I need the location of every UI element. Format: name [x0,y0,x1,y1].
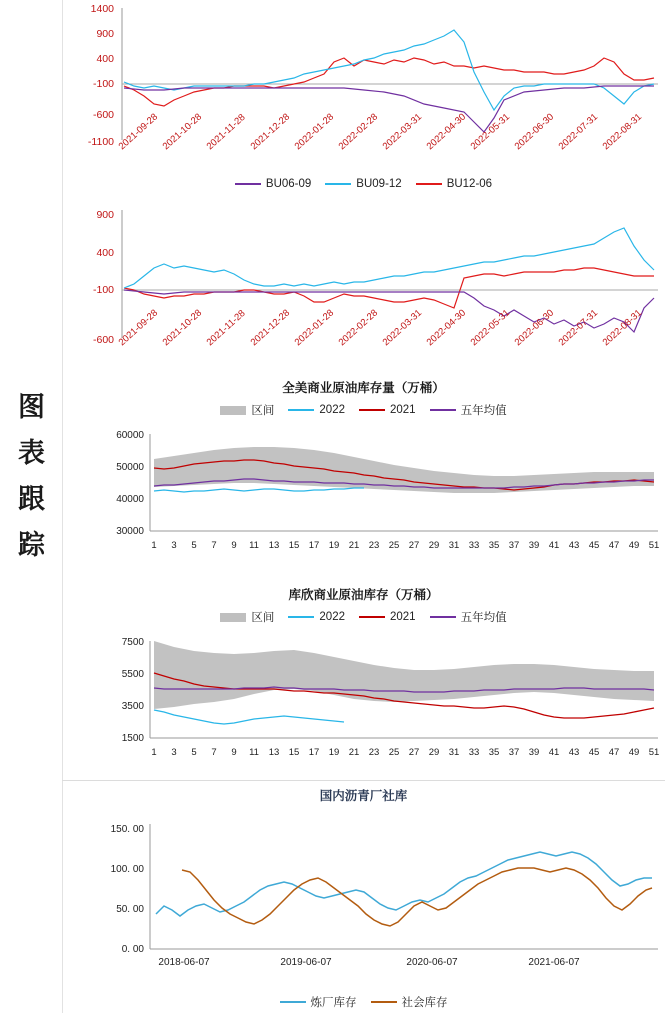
cushing-ytick-3500: 3500 [121,701,144,712]
legend-label-range: 区间 [251,405,275,417]
spread1-legend [62,178,665,190]
asphalt-xtick-3: 2021-06-07 [528,957,580,968]
us-ytick-60000: 60000 [116,430,144,441]
cushing-xtick-39: 39 [528,747,540,758]
cushing-xtick-45: 45 [588,747,600,758]
spread2-xtick-9: 2022-06-30 [512,307,557,349]
legend-item-5yr-avg-cushing [430,609,507,625]
spread2-plot [62,198,665,373]
spread2-ytick-900: 900 [96,209,114,221]
us-crude-stock-legend [62,402,665,418]
spread2-xtick-7: 2022-04-30 [424,307,469,349]
us-xtick-51: 51 [648,540,660,551]
spread1-ytick-m100: -100 [92,78,114,90]
legend-label-2021-cushing: 2021 [390,611,416,623]
legend-item-2022-cushing [288,611,345,623]
spread2-xtick-0: 2021-09-28 [116,307,161,349]
sidebar-title-char-3: 踪 [18,530,46,561]
spread1-ytick-1400: 1400 [90,3,114,15]
legend-swatch-refinery-stock [280,1001,306,1004]
asphalt-xtick-1: 2019-06-07 [280,957,332,968]
us-xtick-35: 35 [488,540,500,551]
asphalt-ytick-100: 100. 00 [110,864,144,875]
cushing-xtick-33: 33 [468,747,480,758]
spread2-xtick-4: 2022-01-28 [292,307,337,349]
legend-swatch-social-stock [371,1001,397,1004]
cushing-xtick-19: 19 [328,747,340,758]
sidebar-title-char-1: 表 [18,438,46,469]
spread1-ytick-900: 900 [96,28,114,40]
cushing-xtick-9: 9 [231,747,237,758]
panel-spread2 [62,198,665,373]
us-xtick-47: 47 [608,540,620,551]
us-xtick-7: 7 [211,540,217,551]
spread1-xtick-8: 2022-05-31 [468,111,513,153]
legend-label-2022: 2022 [319,404,345,416]
cushing-xtick-3: 3 [171,747,177,758]
us-ytick-30000: 30000 [116,526,144,537]
spread2-xtick-3: 2021-12-28 [248,307,293,349]
us-xtick-1: 1 [151,540,157,551]
sidebar-title-char-2: 跟 [18,484,46,515]
spread2-xtick-6: 2022-03-31 [380,307,425,349]
us-ytick-40000: 40000 [116,494,144,505]
legend-label-refinery-stock: 炼厂库存 [310,997,357,1009]
legend-swatch-bu06-09 [235,183,261,186]
legend-label-5yr-avg-cushing: 五年均值 [460,612,507,624]
us-xtick-33: 33 [468,540,480,551]
legend-label-social-stock: 社会库存 [401,997,448,1009]
legend-item-range [220,402,274,418]
asphalt-xtick-0: 2018-06-07 [158,957,210,968]
cushing-ytick-1500: 1500 [121,733,144,744]
cushing-xtick-15: 15 [288,747,300,758]
sidebar-title [10,385,54,569]
us-xtick-29: 29 [428,540,440,551]
panel-domestic-asphalt-stock [62,786,665,1009]
domestic-asphalt-stock-title: 国内沥青厂社库 [319,789,408,803]
legend-item-bu06-09 [235,178,311,190]
asphalt-ytick-50: 50. 00 [116,904,144,915]
cushing-crude-stock-title: 库欣商业原油库存（万桶） [288,588,439,602]
cushing-xtick-47: 47 [608,747,620,758]
spread1-xtick-7: 2022-04-30 [424,111,469,153]
spread2-xtick-2: 2021-11-28 [204,308,248,349]
legend-label-range-cushing: 区间 [251,612,275,624]
cushing-xtick-29: 29 [428,747,440,758]
spread2-xtick-11: 2022-08-31 [600,307,645,349]
us-xtick-21: 21 [348,540,360,551]
legend-swatch-2021-cushing [359,616,385,619]
us-xtick-17: 17 [308,540,320,551]
cushing-xtick-43: 43 [568,747,580,758]
cushing-xtick-35: 35 [488,747,500,758]
sidebar [0,0,63,1013]
us-xtick-13: 13 [268,540,280,551]
domestic-asphalt-stock-legend [62,994,665,1010]
us-xtick-31: 31 [448,540,460,551]
legend-swatch-2022 [288,409,314,412]
us-xtick-9: 9 [231,540,237,551]
cushing-xtick-21: 21 [348,747,360,758]
spread1-xtick-2: 2021-11-28 [204,112,248,153]
us-xtick-11: 11 [249,540,259,551]
legend-item-2021-cushing [359,611,416,623]
cushing-xtick-7: 7 [211,747,217,758]
cushing-xtick-23: 23 [368,747,380,758]
cushing-xtick-41: 41 [548,747,560,758]
spread2-xtick-5: 2022-02-28 [336,307,381,349]
us-xtick-45: 45 [588,540,600,551]
spread1-xtick-11: 2022-08-31 [600,111,645,153]
spread1-ytick-m600: -600 [92,109,114,121]
us-ytick-50000: 50000 [116,462,144,473]
legend-item-bu09-12 [325,178,401,190]
legend-swatch-bu09-12 [325,183,351,186]
spread1-xtick-0: 2021-09-28 [116,111,161,153]
us-xtick-5: 5 [191,540,197,551]
legend-item-bu12-06 [416,178,492,190]
domestic-asphalt-stock-plot [62,810,665,990]
legend-item-social-stock [371,994,448,1010]
cushing-xtick-27: 27 [408,747,420,758]
legend-item-5yr-avg [430,402,507,418]
legend-label-2021: 2021 [390,404,416,416]
asphalt-ytick-150: 150. 00 [110,824,144,835]
us-xtick-37: 37 [508,540,520,551]
legend-swatch-range-cushing [220,613,246,622]
legend-swatch-5yr-avg-cushing [430,616,456,619]
us-xtick-39: 39 [528,540,540,551]
legend-label-bu12-06: BU12-06 [446,178,493,190]
spread2-ytick-m600: -600 [92,334,114,346]
us-xtick-3: 3 [171,540,177,551]
legend-swatch-bu12-06 [416,183,442,186]
spread1-xtick-1: 2021-10-28 [160,111,205,153]
us-xtick-43: 43 [568,540,580,551]
us-xtick-23: 23 [368,540,380,551]
charts-content [62,0,665,1013]
us-crude-stock-title: 全美商业原油库存量（万桶） [282,381,445,395]
panel-spread1 [62,0,665,190]
cushing-xtick-1: 1 [151,747,157,758]
cushing-xtick-5: 5 [191,747,197,758]
sidebar-title-char-0: 图 [18,392,46,423]
cushing-xtick-49: 49 [628,747,640,758]
cushing-range-band [154,641,654,709]
spread1-xtick-4: 2022-01-28 [292,111,337,153]
us-xtick-41: 41 [548,540,560,551]
spread2-xtick-1: 2021-10-28 [160,307,205,349]
spread1-xtick-9: 2022-06-30 [512,111,557,153]
cushing-xtick-13: 13 [268,747,280,758]
legend-swatch-range [220,406,246,415]
legend-item-refinery-stock [280,994,357,1010]
legend-swatch-2021 [359,409,385,412]
cushing-xtick-11: 11 [249,747,259,758]
spread1-plot [62,0,665,180]
legend-label-2022-cushing: 2022 [319,611,345,623]
spread2-xtick-10: 2022-07-31 [556,307,601,349]
legend-label-bu06-09: BU06-09 [265,178,312,190]
panel-cushing-crude-stock [62,585,665,775]
cushing-crude-stock-legend [62,609,665,625]
spread1-xtick-3: 2021-12-28 [248,111,293,153]
us-crude-stock-plot [62,424,665,564]
cushing-ytick-7500: 7500 [121,637,144,648]
spread1-xtick-5: 2022-02-28 [336,111,381,153]
us-xtick-27: 27 [408,540,420,551]
spread1-ytick-400: 400 [96,53,114,65]
asphalt-xtick-2: 2020-06-07 [406,957,458,968]
legend-swatch-5yr-avg [430,409,456,412]
us-xtick-49: 49 [628,540,640,551]
section-divider [62,780,665,781]
cushing-xtick-25: 25 [388,747,400,758]
cushing-crude-stock-plot [62,631,665,771]
spread2-xtick-8: 2022-05-31 [468,307,513,349]
legend-swatch-2022-cushing [288,616,314,619]
cushing-xtick-51: 51 [648,747,660,758]
spread1-ytick-m1100: -1100 [87,136,114,148]
legend-label-bu09-12: BU09-12 [356,178,402,190]
cushing-xtick-31: 31 [448,747,460,758]
asphalt-ytick-0: 0. 00 [121,944,144,955]
us-xtick-15: 15 [288,540,300,551]
spread2-ytick-400: 400 [96,247,114,259]
panel-us-crude-stock [62,378,665,568]
legend-item-range-cushing [220,609,274,625]
spread2-ytick-m100: -100 [92,284,114,296]
us-xtick-19: 19 [328,540,340,551]
cushing-ytick-5500: 5500 [121,669,144,680]
legend-label-5yr-avg: 五年均值 [460,405,507,417]
us-xtick-25: 25 [388,540,400,551]
legend-item-2022 [288,404,345,416]
spread1-xtick-6: 2022-03-31 [380,111,425,153]
cushing-xtick-17: 17 [308,747,320,758]
spread1-xtick-10: 2022-07-31 [556,111,601,153]
legend-item-2021 [359,404,416,416]
cushing-xtick-37: 37 [508,747,520,758]
